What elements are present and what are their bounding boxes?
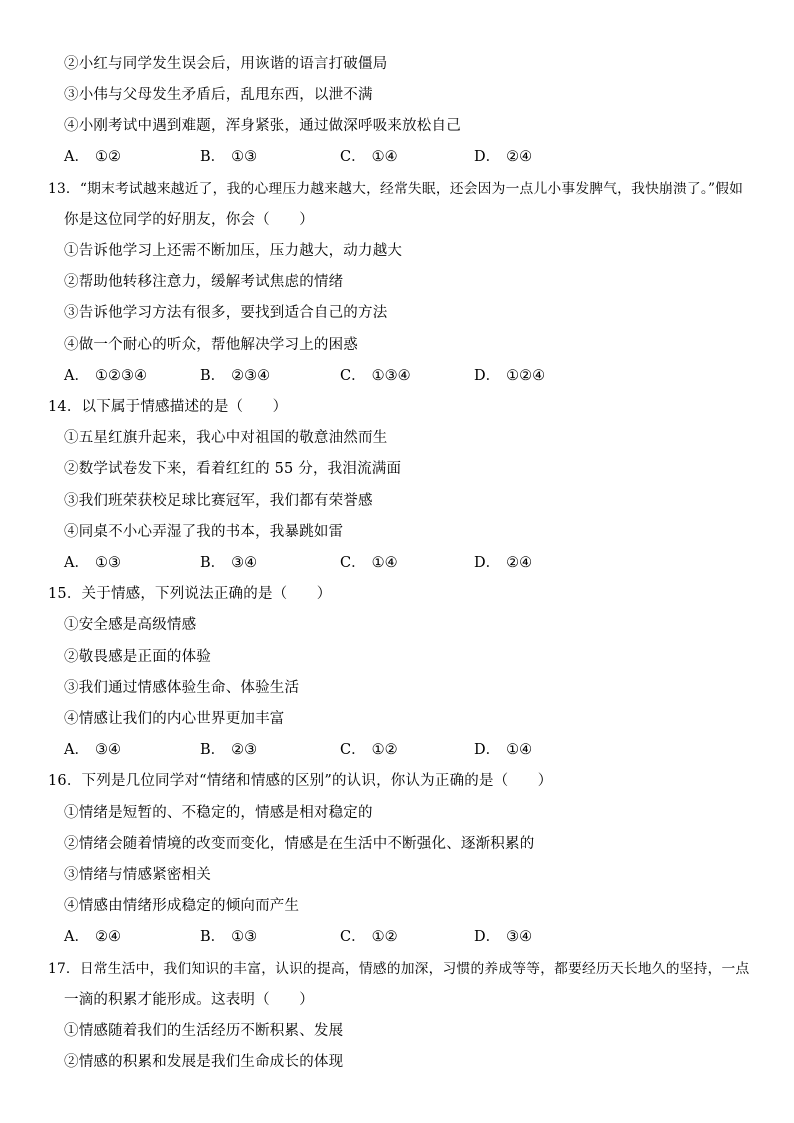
q17-option-1: ①情感随着我们的生活经历不断积累、发展 bbox=[64, 1023, 344, 1039]
prev-option-2: ②小红与同学发生误会后，用诙谐的语言打破僵局 bbox=[64, 56, 388, 72]
choice-a[interactable]: A． ③④ bbox=[64, 742, 121, 758]
choice-d[interactable]: D． ③④ bbox=[474, 929, 533, 945]
q13-stem-line2: 你是这位同学的好朋友，你会（ ） bbox=[64, 212, 314, 228]
choice-d[interactable]: D． ②④ bbox=[474, 149, 533, 165]
choice-b[interactable]: B． ③④ bbox=[200, 555, 258, 571]
q15-option-3: ③我们通过情感体验生命、体验生活 bbox=[64, 680, 300, 696]
q14-option-1: ①五星红旗升起来，我心中对祖国的敬意油然而生 bbox=[64, 430, 388, 446]
choice-c[interactable]: C． ①④ bbox=[340, 555, 398, 571]
q17-stem-line1: 17．日常生活中，我们知识的丰富，认识的提高，情感的加深，习惯的养成等等，都要经历天长地久的坚持，一点 bbox=[48, 961, 750, 977]
q14-stem: 14．以下属于情感描述的是（ ） bbox=[48, 399, 288, 415]
choice-a[interactable]: A． ①③ bbox=[64, 555, 121, 571]
q13-option-2: ②帮助他转移注意力，缓解考试焦虑的情绪 bbox=[64, 274, 344, 290]
q15-stem: 15．关于情感，下列说法正确的是（ ） bbox=[48, 586, 332, 602]
q13-stem-line1: 13．“期末考试越来越近了，我的心理压力越来越大，经常失眠，还会因为一点儿小事发脾气，我快崩溃了。”假如 bbox=[48, 181, 744, 197]
choice-a[interactable]: A． ②④ bbox=[64, 929, 121, 945]
q16-stem: 16．下列是几位同学对“情绪和情感的区别”的认识，你认为正确的是（ ） bbox=[48, 773, 553, 789]
q13-option-3: ③告诉他学习方法有很多，要找到适合自己的方法 bbox=[64, 305, 388, 321]
choice-c[interactable]: C． ①② bbox=[340, 929, 398, 945]
q15-option-2: ②敬畏感是正面的体验 bbox=[64, 649, 211, 665]
choice-d[interactable]: D． ①②④ bbox=[474, 368, 546, 384]
prev-option-3: ③小伟与父母发生矛盾后，乱甩东西，以泄不满 bbox=[64, 87, 373, 103]
choice-c[interactable]: C． ①② bbox=[340, 742, 398, 758]
q16-option-2: ②情绪会随着情境的改变而变化，情感是在生活中不断强化、逐渐积累的 bbox=[64, 836, 535, 852]
choice-b[interactable]: B． ②③ bbox=[200, 742, 258, 758]
prev-option-4: ④小刚考试中遇到难题，浑身紧张，通过做深呼吸来放松自己 bbox=[64, 118, 461, 134]
q15-option-4: ④情感让我们的内心世界更加丰富 bbox=[64, 711, 285, 727]
q16-option-1: ①情绪是短暂的、不稳定的，情感是相对稳定的 bbox=[64, 805, 373, 821]
choice-a[interactable]: A． ①②③④ bbox=[64, 368, 147, 384]
q17-stem-line2: 一滴的积累才能形成。这表明（ ） bbox=[64, 992, 314, 1008]
q14-option-3: ③我们班荣获校足球比赛冠军，我们都有荣誉感 bbox=[64, 493, 373, 509]
choice-b[interactable]: B． ②③④ bbox=[200, 368, 271, 384]
q14-option-4: ④同桌不小心弄湿了我的书本，我暴跳如雷 bbox=[64, 524, 344, 540]
q16-option-3: ③情绪与情感紧密相关 bbox=[64, 867, 211, 883]
choice-a[interactable]: A． ①② bbox=[64, 149, 121, 165]
q13-option-4: ④做一个耐心的听众，帮他解决学习上的困惑 bbox=[64, 337, 358, 353]
choice-c[interactable]: C． ①④ bbox=[340, 149, 398, 165]
choice-b[interactable]: B． ①③ bbox=[200, 929, 258, 945]
q16-option-4: ④情感由情绪形成稳定的倾向而产生 bbox=[64, 898, 300, 914]
q14-option-2: ②数学试卷发下来，看着红红的 55 分，我泪流满面 bbox=[64, 461, 402, 477]
q13-option-1: ①告诉他学习上还需不断加压，压力越大，动力越大 bbox=[64, 243, 403, 259]
q17-option-2: ②情感的积累和发展是我们生命成长的体现 bbox=[64, 1054, 344, 1070]
q15-option-1: ①安全感是高级情感 bbox=[64, 617, 197, 633]
choice-d[interactable]: D． ②④ bbox=[474, 555, 533, 571]
choice-d[interactable]: D． ①④ bbox=[474, 742, 533, 758]
choice-b[interactable]: B． ①③ bbox=[200, 149, 258, 165]
choice-c[interactable]: C． ①③④ bbox=[340, 368, 411, 384]
